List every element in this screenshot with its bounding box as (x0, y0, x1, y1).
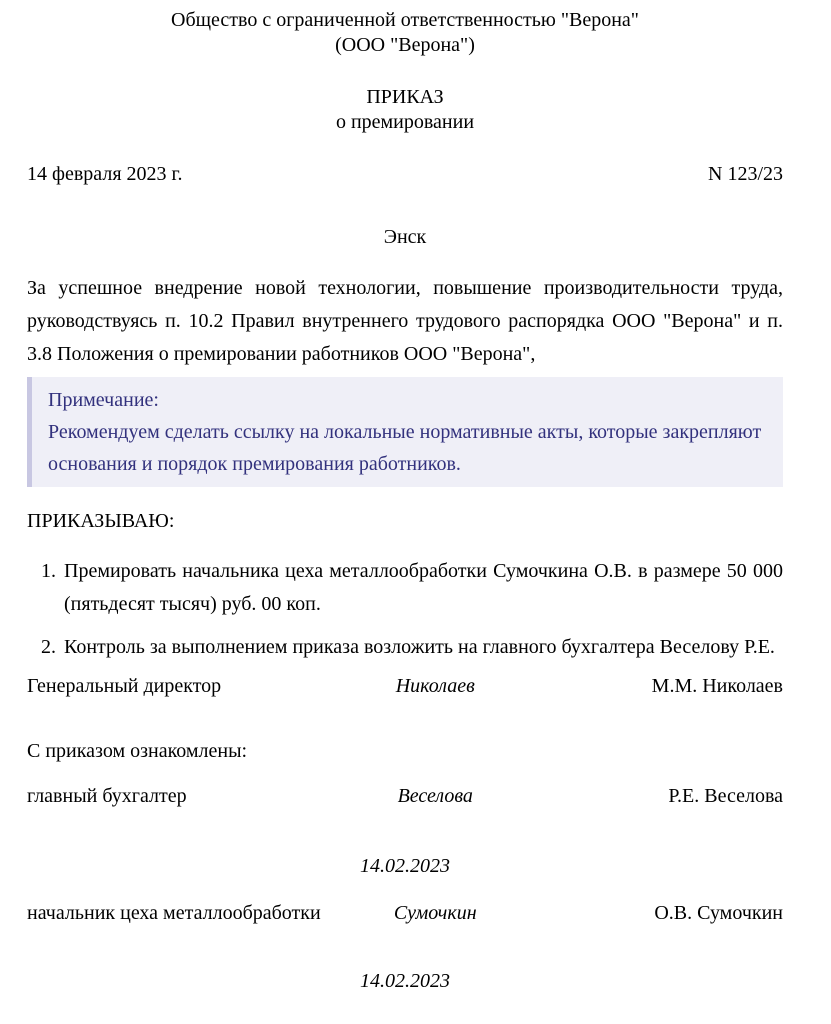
order-item-2 (27, 631, 783, 664)
order-item-2-text: Контроль за выполнением приказа возложить на главного бухгалтера Веселову Р.Е. (64, 636, 775, 658)
signature-row-foreman (27, 901, 783, 926)
note-label: Примечание: (48, 389, 159, 411)
date-number-row (27, 162, 783, 187)
foreman-sign-date: 14.02.2023 (360, 970, 450, 992)
doc-number: N 123/23 (708, 163, 783, 185)
order-word: ПРИКАЗЫВАЮ: (27, 510, 175, 532)
accountant-position: главный бухгалтер (27, 785, 187, 807)
note-box (27, 377, 783, 487)
org-full-name: Общество с ограниченной ответственностью "Верона" (171, 9, 639, 31)
order-item-1 (27, 555, 783, 621)
order-item-2-number: 2. (41, 636, 56, 658)
order-item-1-number: 1. (41, 560, 56, 582)
doc-city: Энск (383, 226, 427, 248)
foreman-position: начальник цеха металлообработки (27, 902, 321, 924)
foreman-signature: Сумочкин (393, 902, 477, 924)
doc-title: ПРИКАЗ (366, 86, 444, 108)
doc-date: 14 февраля 2023 г. (27, 163, 183, 185)
director-position: Генеральный директор (27, 675, 222, 697)
doc-subtitle: о премировании (335, 111, 475, 133)
preamble-paragraph: За успешное внедрение новой технологии, повышение производительности труда, руководствуясь п. 10.2 Правил внутреннего трудового распорядка ООО "Верона" и п. 3.8 Положения о премировании работников ООО "Верона", (27, 277, 783, 365)
signature-row-director (27, 674, 783, 699)
accountant-sign-date: 14.02.2023 (360, 855, 450, 877)
accountant-name: Р.Е. Веселова (668, 785, 783, 807)
acknowledged-label: С приказом ознакомлены: (27, 740, 248, 762)
order-item-1-text: Премировать начальника цеха металлообработки Сумочкина О.В. в размере 50 000 (пятьдесят тысяч) руб. 00 коп. (64, 560, 783, 615)
signature-row-accountant (27, 784, 783, 809)
note-text: Рекомендуем сделать ссылку на локальные нормативные акты, которые закрепляют основания и порядок премирования работников. (48, 421, 762, 475)
org-short-name: (ООО "Верона") (335, 34, 475, 56)
director-signature: Николаев (395, 675, 475, 697)
accountant-signature: Веселова (397, 785, 473, 807)
director-name: М.М. Николаев (651, 675, 783, 697)
foreman-name: О.В. Сумочкин (654, 902, 783, 924)
order-items (27, 555, 783, 664)
